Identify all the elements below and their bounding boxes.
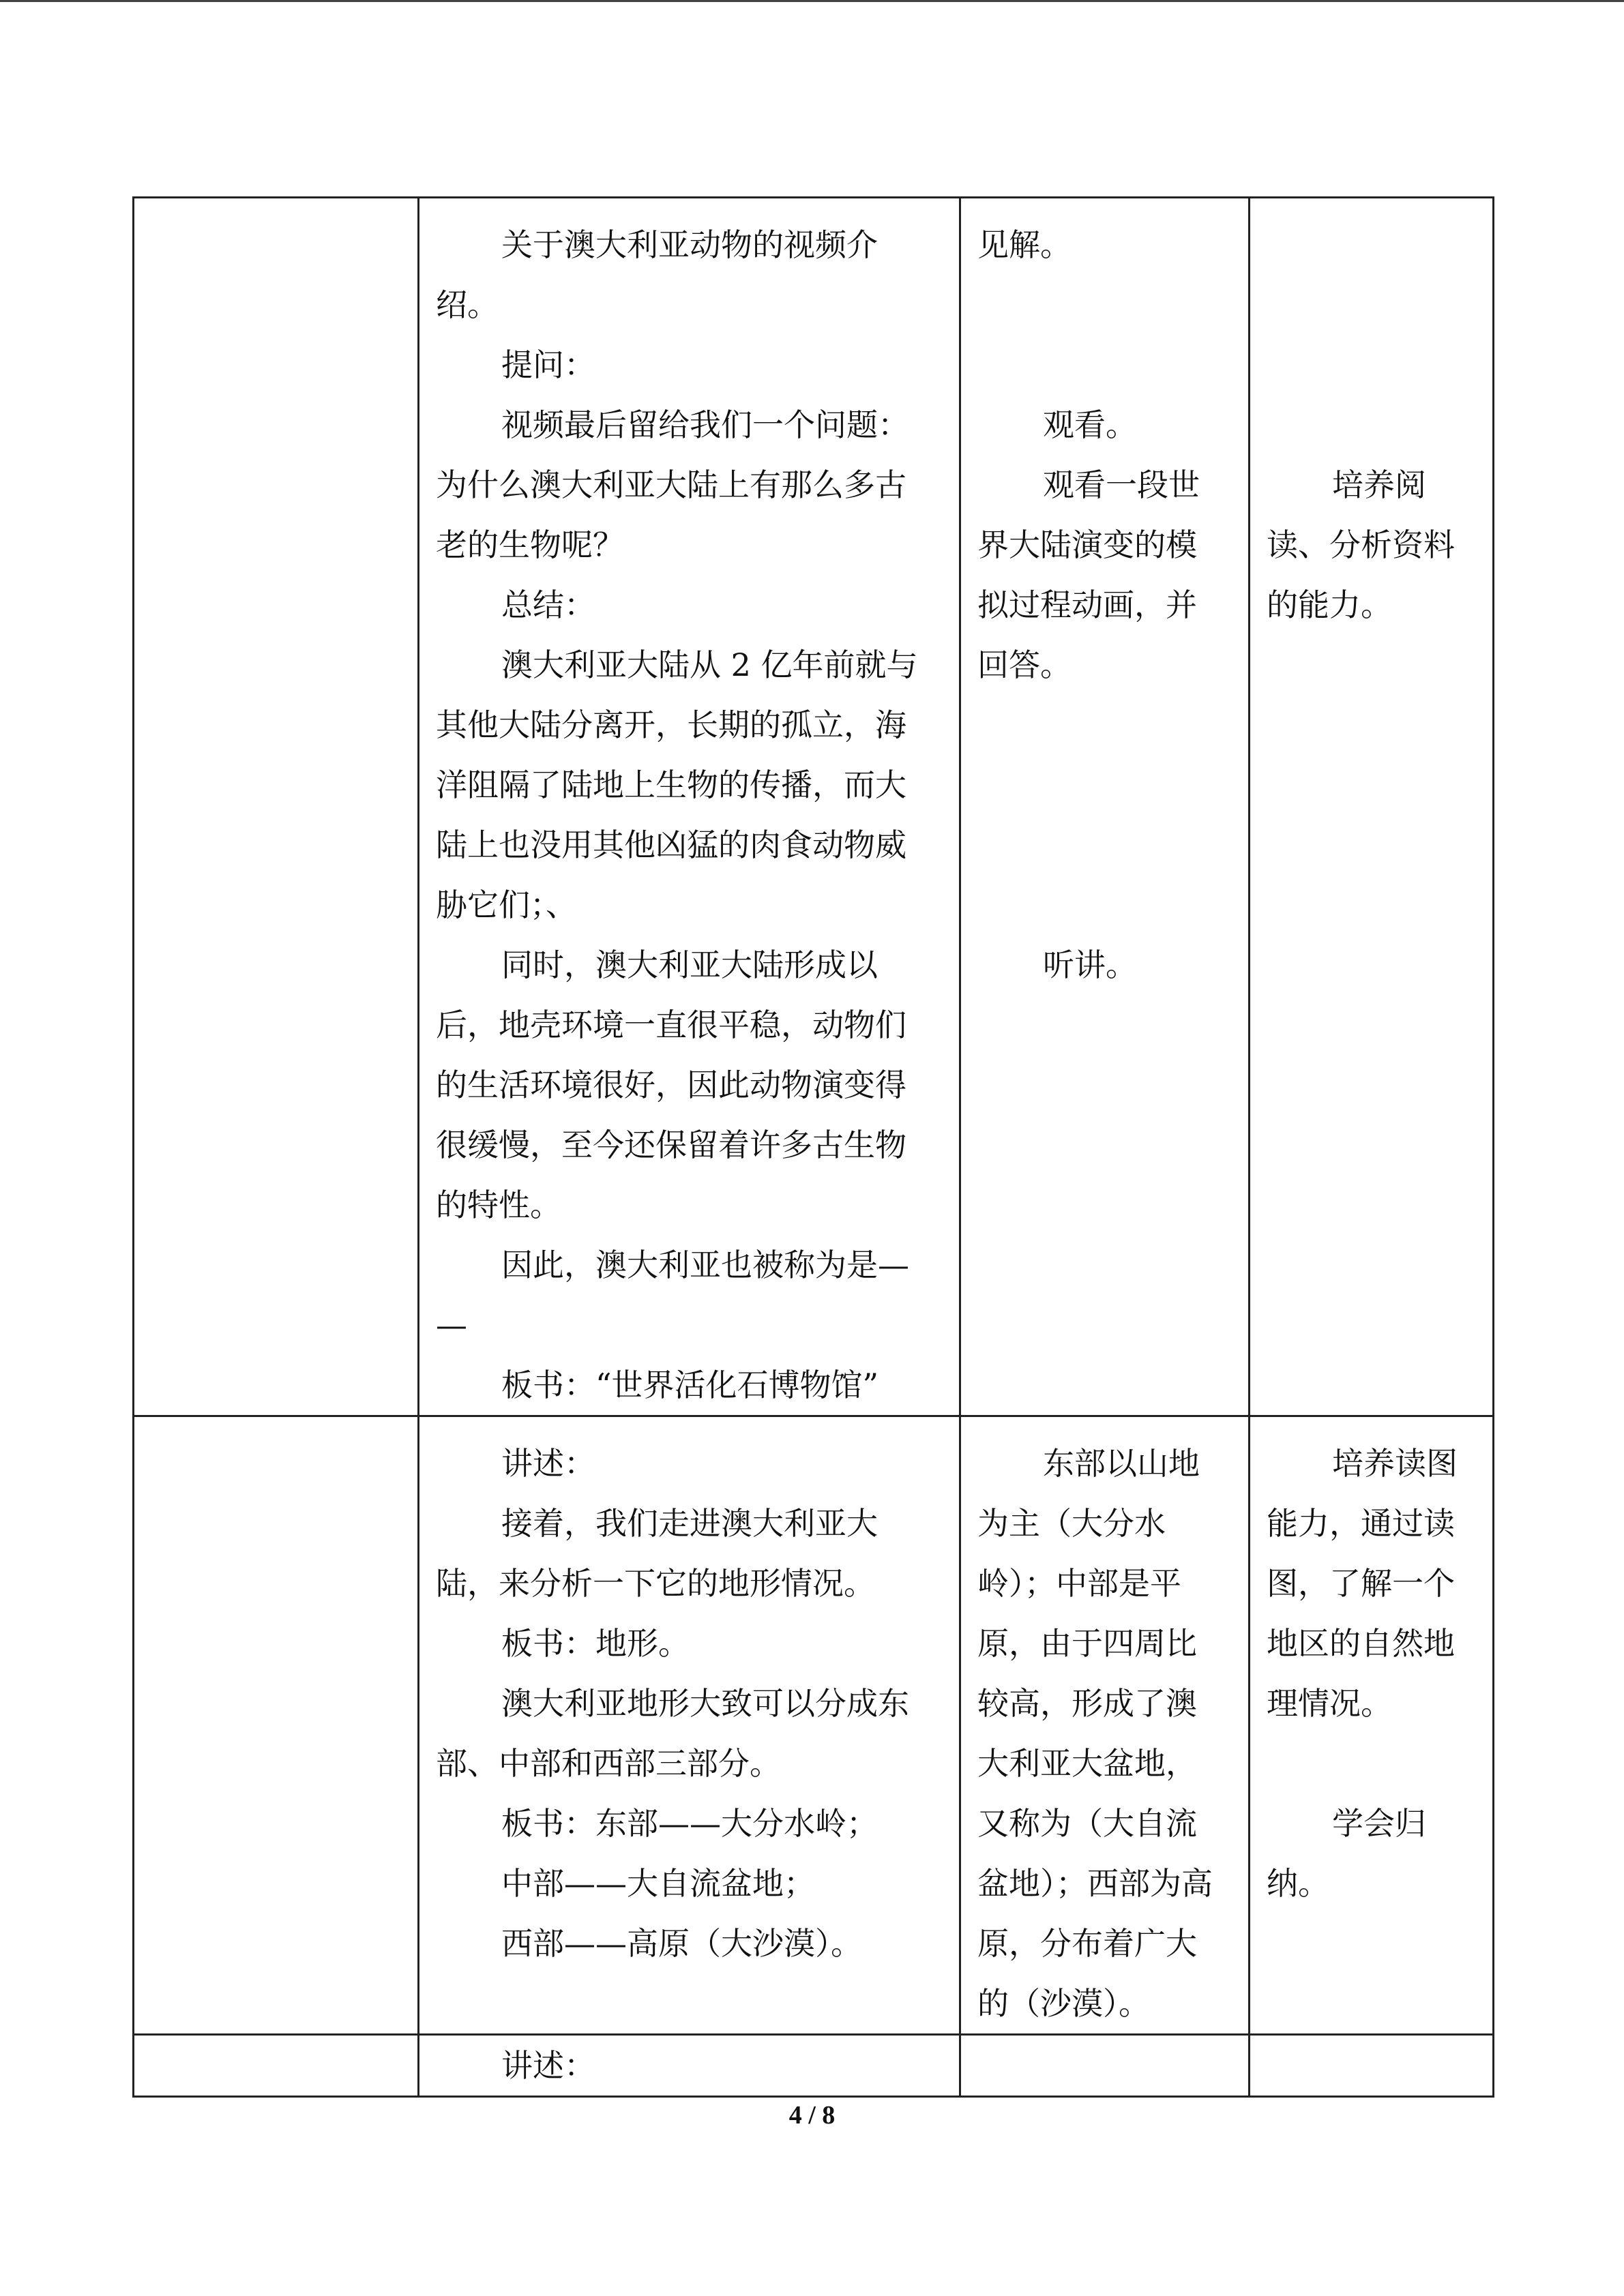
text-line: 界大陆演变的模	[977, 526, 1197, 563]
text-line: 讲述：	[501, 2047, 595, 2084]
teacher-activity-cell	[419, 2035, 960, 2097]
text-line: 读、分析资料	[1267, 526, 1455, 563]
text-line: 观看。	[1043, 406, 1137, 443]
text-line: 中部——大自流盆地；	[501, 1865, 815, 1902]
teacher-activity-cell	[419, 198, 960, 1416]
text-line: 大利亚大盆地，	[977, 1745, 1197, 1782]
text-line: 为什么澳大利亚大陆上有那么多古	[436, 466, 906, 503]
text-line: 同时，澳大利亚大陆形成以	[501, 946, 878, 983]
student-activity-cell	[960, 1416, 1250, 2035]
text-line: 因此，澳大利亚也被称为是—	[501, 1247, 909, 1283]
text-line: —	[436, 1307, 467, 1343]
text-line: 原，分布着广大	[977, 1925, 1197, 1962]
stage-cell	[134, 2035, 419, 2097]
text-line: 提问：	[501, 346, 595, 383]
text-line: 地区的自然地	[1267, 1625, 1455, 1662]
text-line: 图，了解一个	[1267, 1565, 1455, 1602]
text-line: 盆地）；西部为高	[977, 1865, 1213, 1902]
text-line: 后，地壳环境一直很平稳，动物们	[436, 1007, 906, 1043]
lesson-plan-table	[132, 196, 1494, 2098]
text-line	[1267, 1733, 1472, 1793]
text-line: 较高，形成了澳	[977, 1685, 1197, 1722]
text-line	[977, 875, 1228, 935]
text-line	[1267, 395, 1472, 455]
text-line: 其他大陆分离开，长期的孤立，海	[436, 706, 906, 743]
text-line	[977, 275, 1228, 335]
text-line: 拟过程动画，并	[977, 586, 1197, 623]
text-line: 胁它们；、	[436, 886, 577, 923]
text-line: 为主（大分水	[977, 1505, 1166, 1542]
text-line	[977, 755, 1228, 815]
table-row	[134, 1416, 1494, 2035]
text-line: 陆，来分析一下它的地形情况。	[436, 1565, 875, 1602]
text-line: 能力，通过读	[1267, 1505, 1455, 1542]
text-line: 的能力。	[1267, 586, 1392, 623]
table-row	[134, 2035, 1494, 2097]
text-line: 回答。	[977, 646, 1072, 683]
text-line: 板书：“世界活化石博物馆”	[501, 1367, 879, 1403]
text-line	[1267, 335, 1472, 395]
student-activity-cell	[960, 198, 1250, 1416]
text-line: 接着，我们走进澳大利亚大	[501, 1505, 878, 1542]
text-line	[977, 815, 1228, 875]
text-line	[1267, 275, 1472, 335]
text-line: 原，由于四周比	[977, 1625, 1197, 1662]
text-line: 的（沙漠）。	[977, 1985, 1150, 2022]
text-line: 纳。	[1267, 1865, 1329, 1902]
text-line: 岭）；中部是平	[977, 1565, 1181, 1602]
text-line: 老的生物呢？	[436, 526, 624, 563]
text-line: 的生活环境很好，因此动物演变得	[436, 1067, 906, 1103]
text-line: 板书：东部——大分水岭；	[501, 1805, 878, 1842]
design-intent-cell	[1250, 2035, 1494, 2097]
teacher-activity-cell	[419, 1416, 960, 2035]
design-intent-cell	[1250, 1416, 1494, 2035]
text-line: 陆上也没用其他凶猛的肉食动物威	[436, 826, 906, 863]
text-line	[977, 335, 1228, 395]
stage-cell	[134, 1416, 419, 2035]
text-line	[977, 695, 1228, 755]
text-line: 听讲。	[1043, 946, 1137, 983]
text-line: 西部——高原（大沙漠）。	[501, 1925, 862, 1962]
text-line: 东部以山地	[1043, 1445, 1200, 1482]
text-line: 关于澳大利亚动物的视频介	[501, 226, 878, 263]
text-line: 学会归	[1332, 1805, 1426, 1842]
text-line: 很缓慢，至今还保留着许多古生物	[436, 1127, 906, 1163]
top-border-line	[0, 0, 1624, 2]
text-line: 又称为（大自流	[977, 1805, 1197, 1842]
text-line: 讲述：	[501, 1445, 595, 1482]
text-line: 培养读图	[1332, 1445, 1458, 1482]
text-line: 理情况。	[1267, 1685, 1392, 1722]
design-intent-cell	[1250, 198, 1494, 1416]
stage-cell	[134, 198, 419, 1416]
text-line: 洋阻隔了陆地上生物的传播，而大	[436, 766, 906, 803]
text-line: 培养阅	[1332, 466, 1426, 503]
text-line: 视频最后留给我们一个问题：	[501, 406, 909, 443]
text-line: 澳大利亚地形大致可以分成东	[501, 1685, 909, 1722]
text-line: 板书：地形。	[501, 1625, 690, 1662]
text-line: 观看一段世	[1043, 466, 1200, 503]
text-line: 绍。	[436, 286, 499, 323]
student-activity-cell	[960, 2035, 1250, 2097]
text-line: 澳大利亚大陆从 2 亿年前就与	[501, 646, 918, 683]
table-row	[134, 198, 1494, 1416]
text-line	[1267, 215, 1472, 275]
text-line: 部、中部和西部三部分。	[436, 1745, 781, 1782]
text-line: 的特性。	[436, 1187, 561, 1223]
page-number: 4 / 8	[788, 2101, 836, 2130]
text-line: 总结：	[501, 586, 595, 623]
text-line: 见解。	[977, 226, 1072, 263]
